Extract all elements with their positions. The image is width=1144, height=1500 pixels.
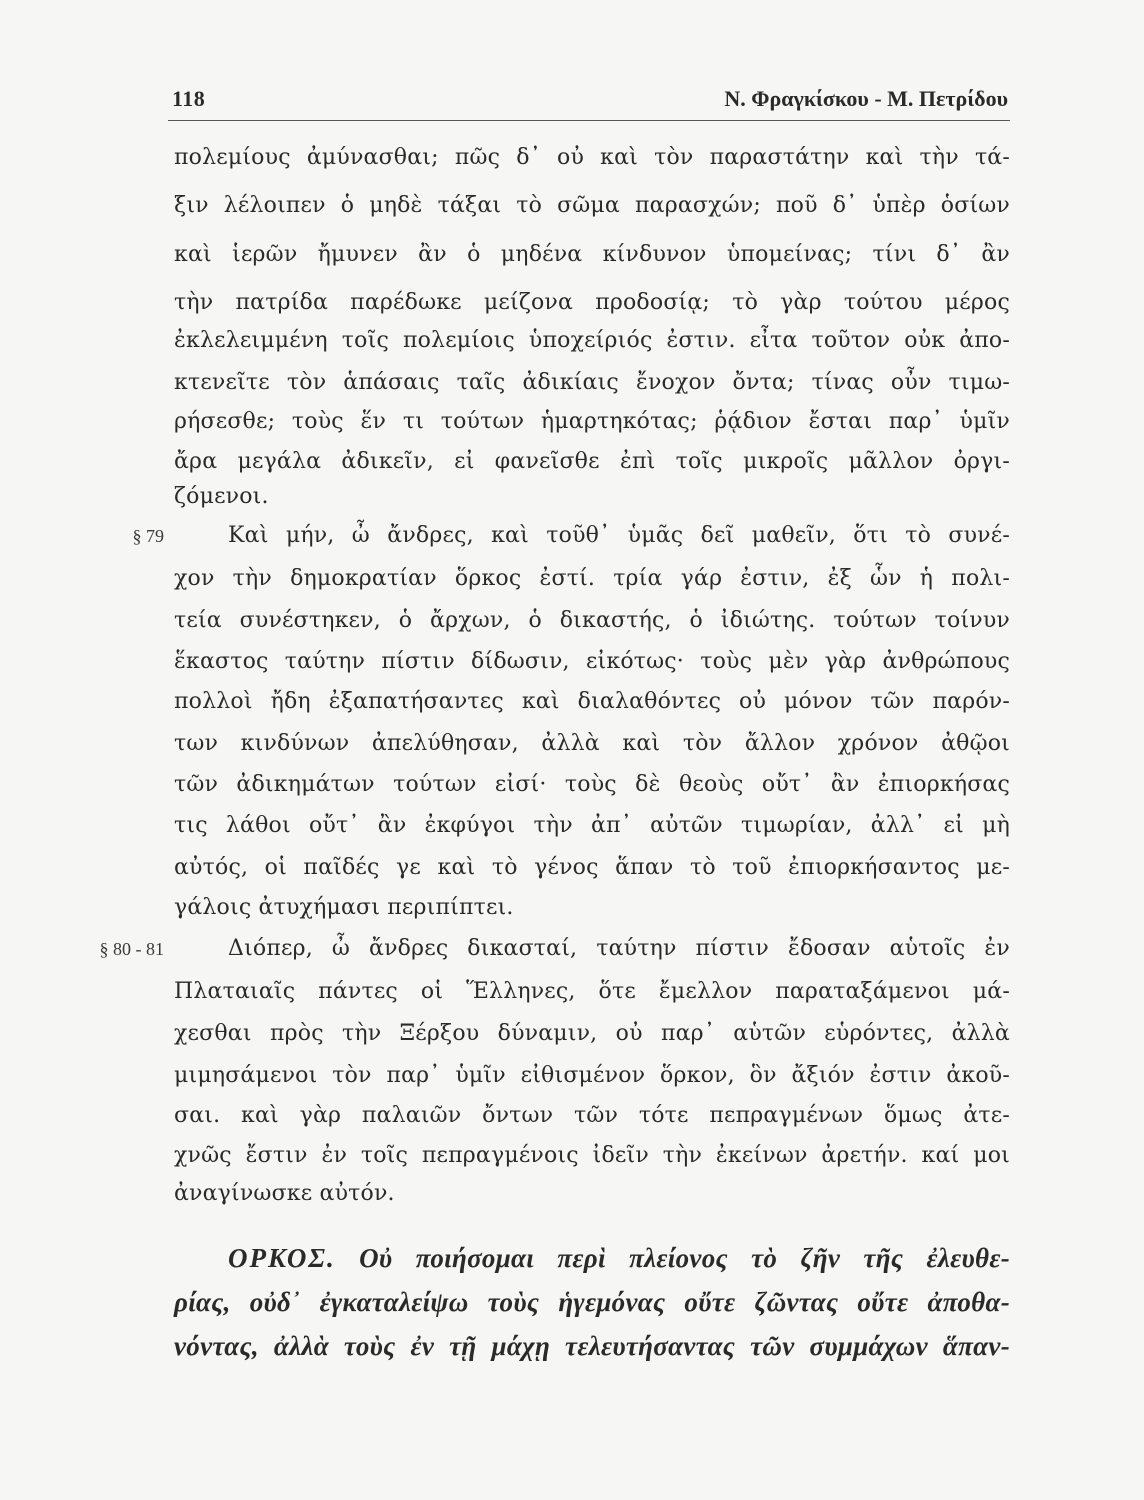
header-rule xyxy=(168,120,1010,121)
text-line: τὴν πατρίδα παρέδωκε μείζονα προδοσίᾳ; τὸ γὰρ τούτου μέρος xyxy=(174,290,1010,315)
text-line: ζόμενοι. xyxy=(174,484,269,509)
text-line: πολεμίους ἀμύνασθαι; πῶς δ᾿ οὐ καὶ τὸν παραστάτην καὶ τὴν τά- xyxy=(174,145,1010,170)
running-head-authors: Ν. Φραγκίσκου - Μ. Πετρίδου xyxy=(724,86,1008,111)
oath-title: ΟΡΚΟΣ. xyxy=(228,1243,336,1273)
text-line: πολλοὶ ἤδη ἐξαπατήσαντες καὶ διαλαθόντες οὐ μόνον τῶν παρόν- xyxy=(174,689,1010,714)
oath-line xyxy=(228,1236,1010,1280)
text-line: Πλαταιαῖς πάντες οἱ Ἕλληνες, ὅτε ἔμελλον παραταξάμενοι μά- xyxy=(174,979,1010,1004)
text-line: ἀναγίνωσκε αὐτόν. xyxy=(174,1181,395,1206)
text-line: τῶν ἀδικημάτων τούτων εἰσί· τοὺς δὲ θεοὺς οὔτ᾿ ἂν ἐπιορκήσας xyxy=(174,772,1010,797)
text-line: των κινδύνων ἀπελύθησαν, ἀλλὰ καὶ τὸν ἄλλον χρόνον ἀθῷοι xyxy=(174,731,1010,756)
text-line: Καὶ μήν, ὦ ἄνδρες, καὶ τοῦθ᾿ ὑμᾶς δεῖ μαθεῖν, ὅτι τὸ συνέ- xyxy=(228,523,1010,548)
section-marker-80-81: § 80 - 81 xyxy=(99,939,164,959)
section-marker-79: § 79 xyxy=(132,526,164,546)
text-line: ἕκαστος ταύτην πίστιν δίδωσιν, εἰκότως· τοὺς μὲν γὰρ ἀνθρώπους xyxy=(174,649,1010,674)
text-line: χεσθαι πρὸς τὴν Ξέρξου δύναμιν, οὐ παρ᾿ αὑτῶν εὑρόντες, ἀλλὰ xyxy=(174,1021,1010,1046)
text-line: γάλοις ἀτυχήμασι περιπίπτει. xyxy=(174,895,514,920)
running-header xyxy=(172,86,1008,120)
text-line: μιμησάμενοι τὸν παρ᾿ ὑμῖν εἰθισμένον ὅρκον, ὃν ἄξιόν ἐστιν ἀκοῦ- xyxy=(174,1063,1010,1088)
oath-line: νόντας, ἀλλὰ τοὺς ἐν τῇ μάχῃ τελευτήσαντας τῶν συμμάχων ἅπαν- xyxy=(174,1331,1010,1361)
text-line: χνῶς ἔστιν ἐν τοῖς πεπραγμένοις ἰδεῖν τὴν ἐκείνων ἀρετήν. καί μοι xyxy=(174,1143,1010,1168)
text-line: αὐτός, οἱ παῖδές γε καὶ τὸ γένος ἅπαν τὸ τοῦ ἐπιορκήσαντος με- xyxy=(174,855,1010,880)
text-line: χον τὴν δημοκρατίαν ὅρκος ἐστί. τρία γάρ ἐστιν, ἐξ ὧν ἡ πολι- xyxy=(174,566,1010,591)
oath-text: Οὐ ποιήσομαι περὶ πλείονος τὸ ζῆν τῆς ἐλευθε- xyxy=(335,1243,1010,1273)
oath-line: ρίας, οὐδ᾿ ἐγκαταλείψω τοὺς ἡγεμόνας οὔτε ζῶντας οὔτε ἀποθα- xyxy=(174,1287,1010,1317)
page-number: 118 xyxy=(172,86,206,111)
text-line: Διόπερ, ὦ ἄνδρες δικασταί, ταύτην πίστιν ἔδοσαν αὑτοῖς ἐν xyxy=(228,936,1010,961)
text-line: ἄρα μεγάλα ἀδικεῖν, εἰ φανεῖσθε ἐπὶ τοῖς μικροῖς μᾶλλον ὀργι- xyxy=(174,449,1010,474)
text-line: ρήσεσθε; τοὺς ἕν τι τούτων ἡμαρτηκότας; ῥᾴδιον ἔσται παρ᾿ ὑμῖν xyxy=(174,409,1010,434)
text-line: τεία συνέστηκεν, ὁ ἄρχων, ὁ δικαστής, ὁ ἰδιώτης. τούτων τοίνυν xyxy=(174,608,1010,633)
text-line: τις λάθοι οὔτ᾿ ἂν ἐκφύγοι τὴν ἀπ᾿ αὐτῶν τιμωρίαν, ἀλλ᾿ εἰ μὴ xyxy=(174,813,1010,838)
text-line: κτενεῖτε τὸν ἁπάσαις ταῖς ἀδικίαις ἔνοχον ὄντα; τίνας οὖν τιμω- xyxy=(174,370,1010,395)
text-line: ἐκλελειμμένη τοῖς πολεμίοις ὑποχείριός ἐστιν. εἶτα τοῦτον οὐκ ἀπο- xyxy=(174,328,1010,353)
text-line: ξιν λέλοιπεν ὁ μηδὲ τάξαι τὸ σῶμα παρασχών; ποῦ δ᾿ ὑπὲρ ὁσίων xyxy=(174,193,1010,218)
text-line: καὶ ἱερῶν ἤμυνεν ἂν ὁ μηδένα κίνδυνον ὑπομείνας; τίνι δ᾿ ἂν xyxy=(174,242,1010,267)
text-line: σαι. καὶ γὰρ παλαιῶν ὄντων τῶν τότε πεπραγμένων ὅμως ἀτε- xyxy=(174,1103,1010,1128)
